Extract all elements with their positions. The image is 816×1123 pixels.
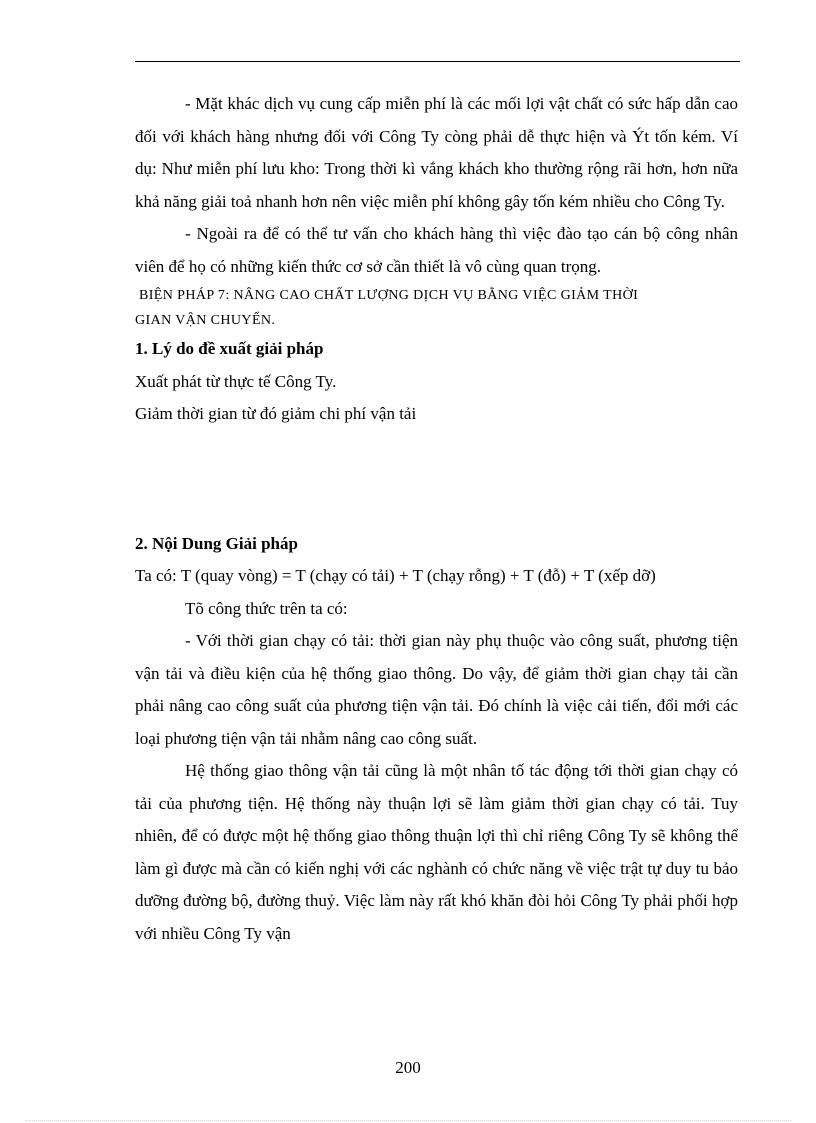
measure-7-heading-line-2: GIAN VẬN CHUYỂN. [135, 313, 276, 328]
paragraph-staff-training: - Ngoài ra để có thể tư vấn cho khách hàng thì việc đào tạo cán bộ công nhân viên để họ có những kiến thức cơ sở cần thiết là vô cùng quan trọng. [135, 224, 738, 276]
section-1-heading: 1. Lý do đề xuất giải pháp [135, 339, 324, 358]
measure-7-heading [135, 283, 738, 333]
section-1-line: Giảm thời gian từ đó giảm chi phí vận tải [135, 404, 417, 423]
formula-intro: Tõ công thức trên ta có: [185, 598, 348, 618]
blank-space [135, 431, 738, 528]
section-1-line: Xuất phát từ thực tế Công Ty. [135, 371, 337, 391]
section-2-heading: 2. Nội Dung Giải pháp [135, 533, 298, 553]
document-body [135, 88, 738, 950]
paragraph-free-services: - Mặt khác dịch vụ cung cấp miễn phí là các mối lợi vật chất có sức hấp dẫn cao đối với khách hàng nhưng đối với Công Ty còng phải dễ thực hiện và Ýt tốn kém. Ví dụ: Như miễn phí lưu kho: Trong thời kì vắng khách kho thường rộng rãi hơn, hơn nữa khả năng giải toả nhanh hơn nên việc miễn phí không gây tốn kém nhiều cho Công Ty. [135, 94, 738, 211]
turnaround-formula: Ta có: T (quay vòng) = T (chạy có tải) + T (chạy rỗng) + T (đỗ) + T (xếp dỡ) [135, 566, 656, 585]
page-bottom-border [25, 1120, 791, 1121]
page-number: 200 [395, 1058, 421, 1077]
paragraph-loaded-run-time: - Với thời gian chạy có tải: thời gian này phụ thuộc vào công suất, phương tiện vận tải và điều kiện của hệ thống giao thông. Do vậy, để giảm thời gian chạy tải cần phải nâng cao công suất của phương tiện vận tải. Đó chính là việc cải tiến, đổi mới các loại phương tiện vận tải nhằm nâng cao công suất. [135, 631, 738, 748]
header-rule [135, 61, 740, 62]
measure-7-heading-line-1: BIỆN PHÁP 7: NÂNG CAO CHẤT LƯỢNG DỊCH VỤ BẰNG VIỆC GIẢM THỜI [139, 288, 639, 303]
paragraph-transport-system: Hệ thống giao thông vận tải cũng là một nhân tố tác động tới thời gian chạy có tải của phương tiện. Hệ thống này thuận lợi sẽ làm giảm thời gian chạy có tải. Tuy nhiên, để có được một hệ thống giao thông thuận lợi thì chỉ riêng Công Ty sẽ không thể làm gì được mà cần có kiến nghị với các nghành có chức năng về việc trật tự duy tu bảo dưỡng đường bộ, đường thuỷ. Việc làm này rất khó khăn đòi hỏi Công Ty phải phối hợp với nhiều Công Ty vận [135, 761, 738, 943]
